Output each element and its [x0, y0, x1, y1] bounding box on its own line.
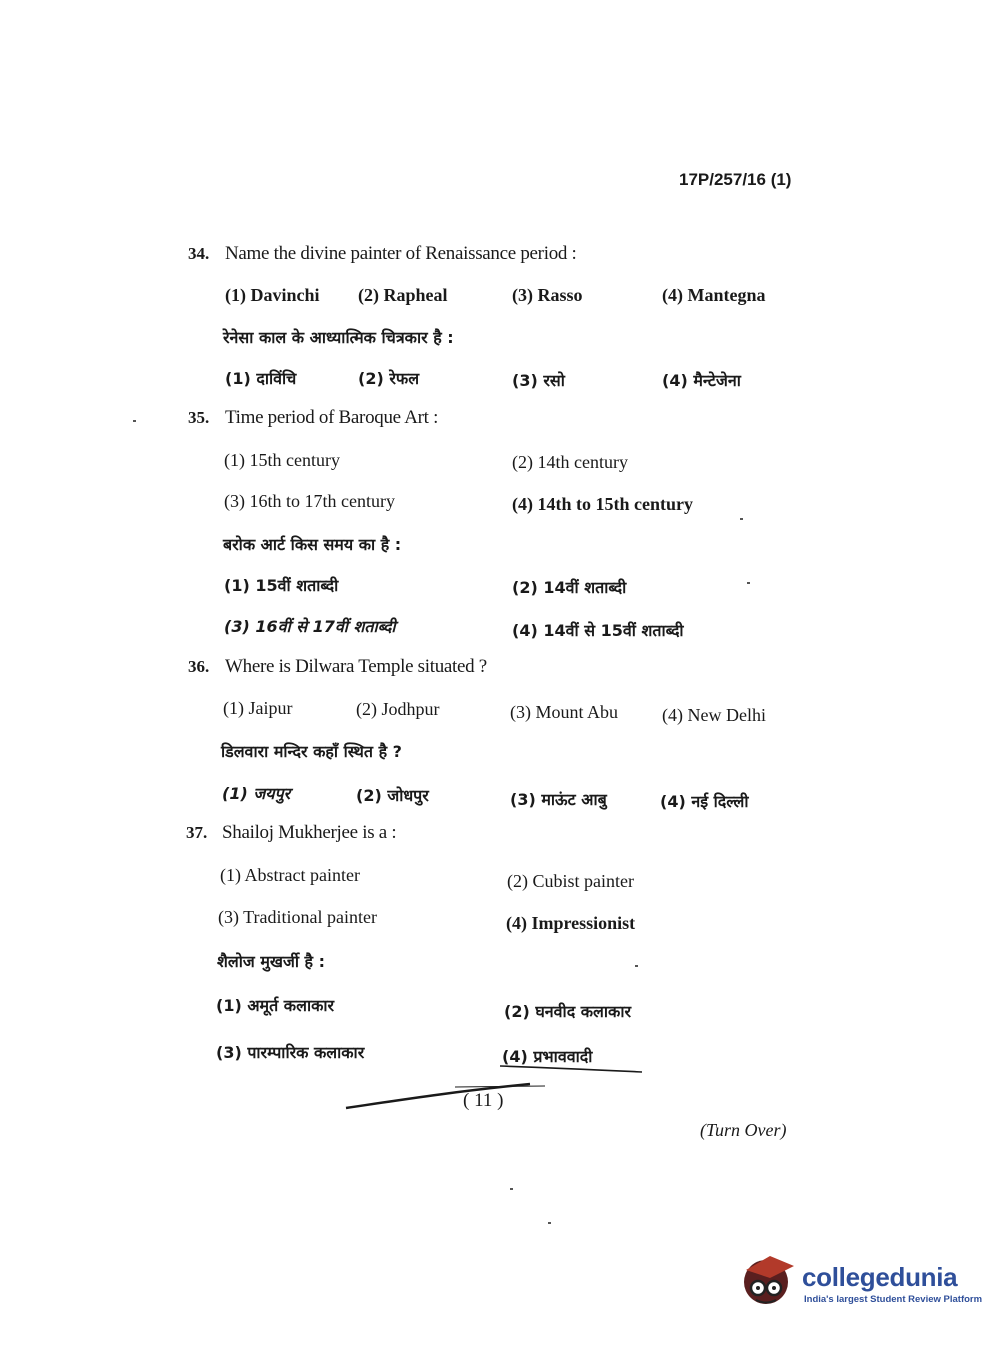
option-en: (1) Abstract painter — [220, 865, 360, 885]
scan-speck — [635, 965, 638, 967]
scan-speck — [740, 518, 743, 520]
option-en: (1) 15th century — [224, 450, 340, 470]
scan-speck — [510, 1188, 513, 1190]
mascot-logo-icon — [740, 1248, 798, 1308]
scan-speck — [133, 420, 136, 422]
paper-code: 17P/257/16 (1) — [679, 170, 792, 189]
option-en: (2) 14th century — [512, 452, 628, 472]
question-text-en: Time period of Baroque Art : — [225, 407, 439, 428]
option-hi: (3) 16वीं से 17वीं शताब्दी — [224, 617, 396, 636]
question-text-en: Shailoj Mukherjee is a : — [222, 822, 397, 843]
question-text-en: Where is Dilwara Temple situated ? — [225, 656, 487, 677]
option-en: (3) 16th to 17th century — [224, 491, 395, 511]
option-hi: (3) रसो — [512, 371, 565, 390]
question-text-hi: शैलोज मुखर्जी है : — [217, 952, 326, 971]
question-text-hi: बरोक आर्ट किस समय का है : — [223, 535, 402, 554]
option-en: (3) Rasso — [512, 285, 583, 305]
page-number-rule — [455, 1086, 545, 1087]
question-text-hi: डिलवारा मन्दिर कहाँ स्थित है ? — [221, 742, 402, 761]
collegedunia-watermark — [740, 1248, 983, 1310]
question-number: 37. — [186, 823, 208, 842]
question-text-hi: रेनेसा काल के आध्यात्मिक चित्रकार है : — [223, 328, 454, 347]
option-hi: (1) जयपुर — [222, 784, 291, 803]
turn-over-note: (Turn Over) — [700, 1120, 787, 1140]
option-hi: (4) नई दिल्ली — [660, 792, 749, 811]
brand-tagline: India's largest Student Review Platform — [804, 1294, 983, 1305]
option-en: (4) 14th to 15th century — [512, 494, 693, 514]
option-en: (2) Rapheal — [358, 285, 448, 305]
option-underline-stroke — [500, 1066, 642, 1072]
option-hi: (1) दाविंचि — [225, 369, 297, 388]
option-en: (4) Mantegna — [662, 285, 766, 305]
option-en: (1) Davinchi — [225, 285, 320, 305]
brand-name: collegedunia — [802, 1262, 958, 1292]
option-hi: (2) 14वीं शताब्दी — [512, 578, 627, 597]
question-number: 36. — [188, 657, 210, 676]
option-hi: (4) प्रभाववादी — [502, 1047, 593, 1066]
scan-speck — [747, 582, 750, 584]
option-en: (3) Mount Abu — [510, 702, 618, 722]
option-hi: (1) अमूर्त कलाकार — [216, 996, 335, 1015]
option-en: (4) New Delhi — [662, 705, 766, 725]
option-hi: (3) पारम्पारिक कलाकार — [216, 1043, 365, 1062]
question-number: 35. — [188, 408, 210, 427]
option-hi: (4) मैन्टेजेना — [662, 371, 741, 390]
question-number: 34. — [188, 244, 210, 263]
option-en: (3) Traditional painter — [218, 907, 377, 927]
scan-speck — [548, 1222, 551, 1224]
option-hi: (2) रेफल — [358, 369, 420, 388]
option-hi: (3) माऊंट आबु — [510, 790, 607, 809]
option-en: (2) Cubist painter — [507, 871, 634, 891]
option-hi: (2) घनवीद कलाकार — [504, 1002, 632, 1021]
option-hi: (4) 14वीं से 15वीं शताब्दी — [512, 621, 684, 640]
option-hi: (2) जोधपुर — [356, 786, 429, 805]
question-text-en: Name the divine painter of Renaissance period : — [225, 243, 577, 264]
option-en: (2) Jodhpur — [356, 699, 440, 719]
page-number: ( 11 ) — [463, 1090, 504, 1111]
option-en: (1) Jaipur — [223, 698, 293, 718]
option-en: (4) Impressionist — [506, 913, 636, 933]
option-hi: (1) 15वीं शताब्दी — [224, 576, 339, 595]
